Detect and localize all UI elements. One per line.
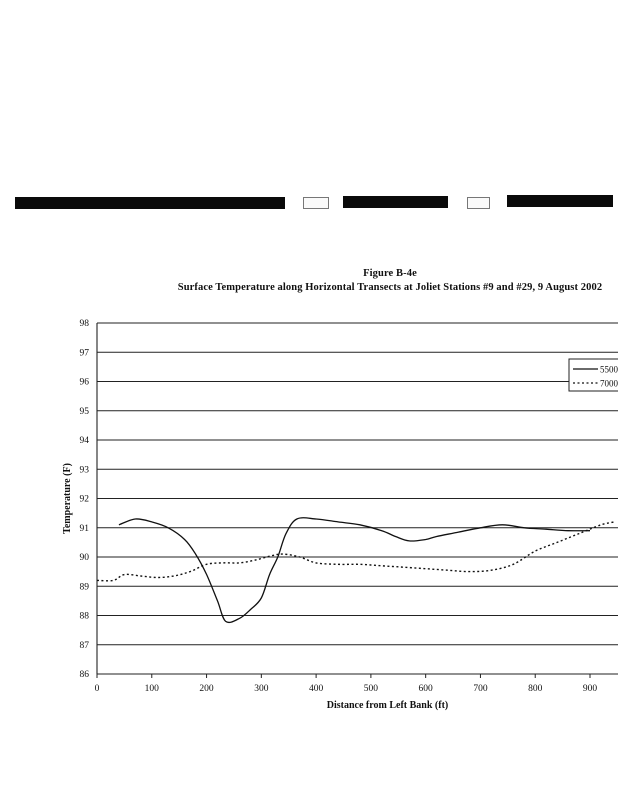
x-tick-label: 600 — [418, 684, 433, 694]
y-tick-label: 93 — [79, 465, 89, 476]
y-tick-label: 94 — [79, 436, 89, 446]
x-tick-label: 200 — [199, 684, 214, 694]
x-tick-label: 300 — [254, 684, 269, 694]
x-tick-label: 0 — [94, 684, 100, 694]
series — [97, 518, 615, 623]
x-tick-label: 100 — [144, 684, 159, 694]
axes — [97, 323, 590, 678]
legend — [569, 359, 618, 391]
series-5500-line — [119, 518, 590, 623]
legend-label-5500: 5500 — [600, 364, 618, 375]
y-tick-label: 88 — [79, 611, 89, 622]
x-tick-label: 700 — [473, 684, 488, 694]
y-tick-label: 87 — [79, 640, 89, 651]
x-tick-label: 400 — [308, 684, 324, 694]
y-tick-label: 90 — [79, 553, 89, 563]
y-tick-label: 95 — [79, 406, 89, 417]
axis-labels — [62, 319, 597, 711]
y-tick-label: 98 — [79, 319, 89, 329]
chart-title: Surface Temperature along Horizontal Transects at Joliet Stations #9 and #29, 9 August 2002 — [177, 282, 603, 293]
x-tick-label: 500 — [363, 684, 379, 694]
x-axis-title: Distance from Left Bank (ft) — [326, 700, 449, 711]
y-tick-label: 97 — [79, 348, 89, 359]
legend-label-7000: 7000 — [600, 378, 618, 389]
y-axis-title: Temperature (F) — [62, 463, 73, 534]
y-tick-label: 91 — [79, 523, 89, 534]
y-tick-label: 86 — [79, 670, 89, 680]
x-tick-label: 800 — [528, 684, 543, 694]
y-tick-label: 96 — [79, 377, 89, 388]
x-tick-label: 900 — [582, 684, 598, 694]
y-tick-label: 92 — [79, 494, 89, 505]
figure-label: Figure B-4e — [363, 268, 417, 279]
series-7000-line — [97, 522, 615, 581]
gridlines — [97, 323, 618, 674]
y-tick-label: 89 — [79, 582, 89, 593]
